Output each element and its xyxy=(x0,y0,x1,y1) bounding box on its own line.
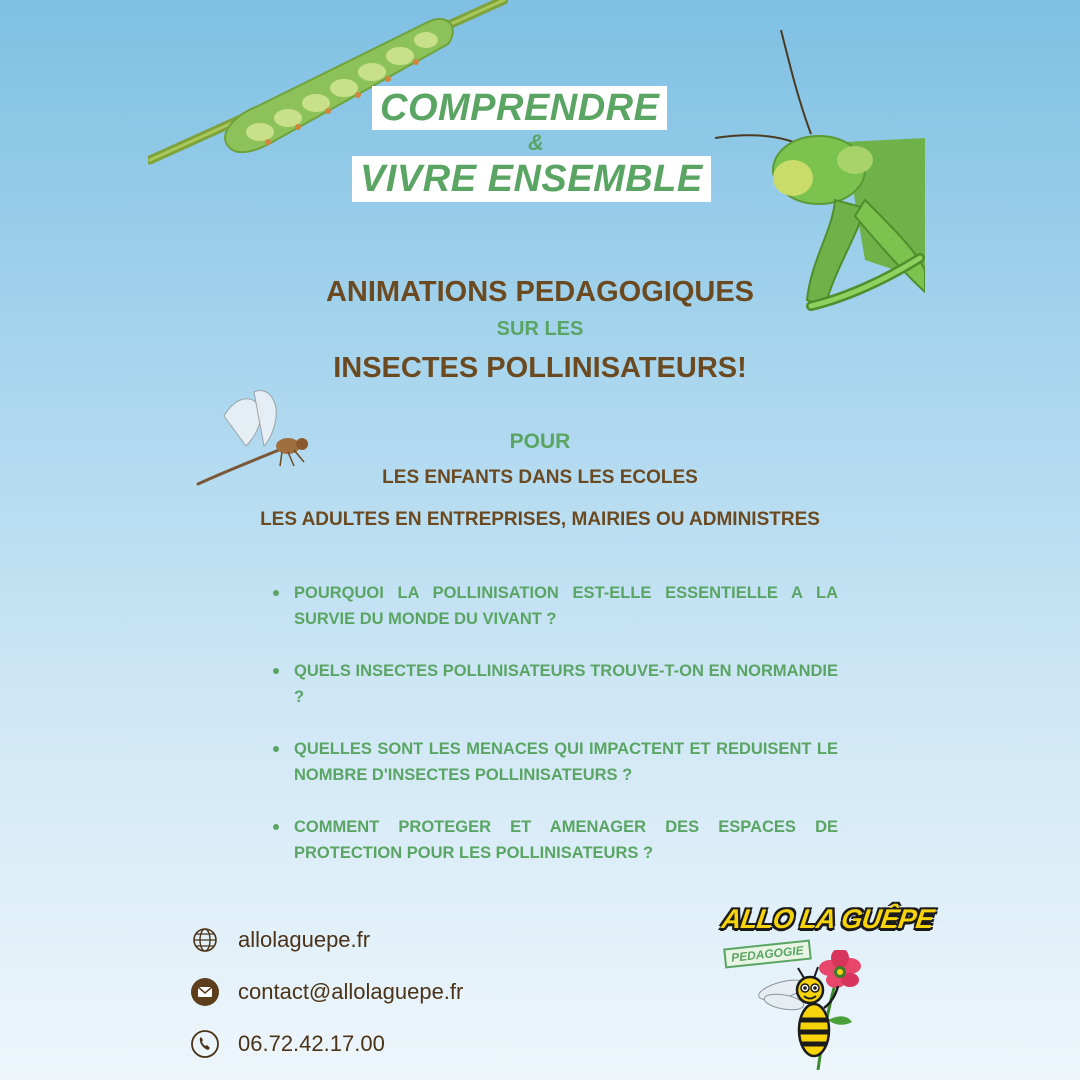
audience-children: LES ENFANTS DANS LES ECOLES xyxy=(382,467,698,488)
list-item: POURQUOI LA POLLINISATION EST-ELLE ESSENTIELLE A LA SURVIE DU MONDE DU VIVANT ? xyxy=(270,580,838,632)
wasp-flower-icon xyxy=(748,950,888,1070)
questions-list xyxy=(270,580,838,892)
logo-subtitle: PEDAGOGIE xyxy=(723,940,811,969)
heading-pour: POUR xyxy=(509,430,571,453)
contact-email[interactable] xyxy=(190,975,463,1009)
title-line-1: COMPRENDRE xyxy=(372,86,667,130)
globe-icon xyxy=(190,925,220,955)
heading-insectes: INSECTES POLLINISATEURS! xyxy=(333,352,747,384)
heading-animations: ANIMATIONS PEDAGOGIQUES xyxy=(325,276,755,308)
envelope-icon xyxy=(190,977,220,1007)
phone-icon xyxy=(190,1029,220,1059)
logo-title: ALLO LA GUÊPE xyxy=(719,904,936,934)
website-link[interactable]: allolaguepe.fr xyxy=(238,927,371,952)
allo-la-guepe-logo xyxy=(718,900,936,1070)
title-line-2: VIVRE ENSEMBLE xyxy=(352,156,711,202)
list-item: QUELS INSECTES POLLINISATEURS TROUVE-T-ON EN NORMANDIE ? xyxy=(270,658,838,710)
list-item: COMMENT PROTEGER ET AMENAGER DES ESPACES DE PROTECTION POUR LES POLLINISATEURS ? xyxy=(270,814,838,866)
audience-adults: LES ADULTES EN ENTREPRISES, MAIRIES OU ADMINISTRES xyxy=(260,509,820,530)
phone-number: 06.72.42.17.00 xyxy=(238,1031,385,1056)
heading-connector: SUR LES xyxy=(496,318,584,340)
list-item: QUELLES SONT LES MENACES QUI IMPACTENT ET REDUISENT LE NOMBRE D'INSECTES POLLINISATEURS ? xyxy=(270,736,838,788)
contact-website[interactable] xyxy=(190,923,370,957)
title-ampersand: & xyxy=(528,130,544,155)
caterpillar-illustration xyxy=(148,0,508,170)
contact-phone[interactable] xyxy=(190,1027,385,1061)
email-link[interactable]: contact@allolaguepe.fr xyxy=(238,979,464,1004)
